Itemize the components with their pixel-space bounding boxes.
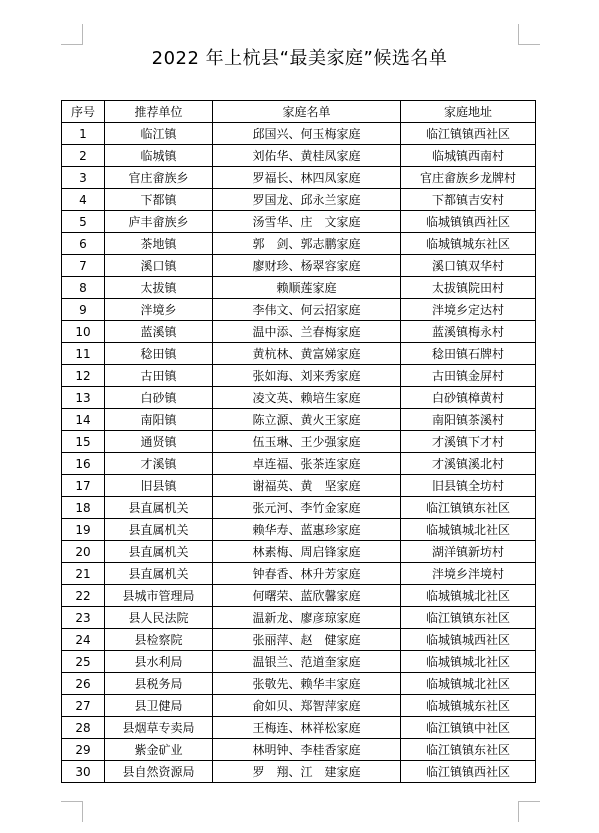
recommending-unit-cell: 县自然资源局 xyxy=(105,761,213,783)
family-names-cell: 邱国兴、何玉梅家庭 xyxy=(213,123,401,145)
family-names-cell: 卓连福、张茶连家庭 xyxy=(213,453,401,475)
crop-mark-bottom-right-vertical xyxy=(518,801,519,822)
table-row xyxy=(62,145,536,167)
serial-number-cell: 8 xyxy=(62,277,105,299)
recommending-unit-cell: 稔田镇 xyxy=(105,343,213,365)
crop-mark-bottom-right-horizontal xyxy=(518,801,540,802)
recommending-unit-cell: 白砂镇 xyxy=(105,387,213,409)
serial-number-cell: 23 xyxy=(62,607,105,629)
table-row xyxy=(62,673,536,695)
family-address-cell: 临城镇城西社区 xyxy=(401,629,536,651)
family-address-cell: 泮境乡泮境村 xyxy=(401,563,536,585)
family-address-cell: 临江镇镇西社区 xyxy=(401,123,536,145)
recommending-unit-cell: 蓝溪镇 xyxy=(105,321,213,343)
table-row xyxy=(62,651,536,673)
family-names-cell: 黄杭林、黄富娣家庭 xyxy=(213,343,401,365)
serial-number-cell: 5 xyxy=(62,211,105,233)
family-address-cell: 泮境乡定达村 xyxy=(401,299,536,321)
family-address-cell: 稔田镇石牌村 xyxy=(401,343,536,365)
family-address-cell: 临江镇镇东社区 xyxy=(401,739,536,761)
table-row xyxy=(62,453,536,475)
family-address-cell: 才溪镇溪北村 xyxy=(401,453,536,475)
serial-number-cell: 17 xyxy=(62,475,105,497)
family-names-cell: 陈立源、黄火王家庭 xyxy=(213,409,401,431)
recommending-unit-cell: 才溪镇 xyxy=(105,453,213,475)
family-address-cell: 太拔镇院田村 xyxy=(401,277,536,299)
recommending-unit-cell: 县直属机关 xyxy=(105,519,213,541)
family-address-cell: 白砂镇樟黄村 xyxy=(401,387,536,409)
family-names-cell: 温中添、兰春梅家庭 xyxy=(213,321,401,343)
recommending-unit-cell: 县卫健局 xyxy=(105,695,213,717)
recommending-unit-cell: 县检察院 xyxy=(105,629,213,651)
table-row xyxy=(62,189,536,211)
family-names-cell: 温银兰、范道奎家庭 xyxy=(213,651,401,673)
table-row xyxy=(62,343,536,365)
table-row xyxy=(62,299,536,321)
family-names-cell: 林素梅、周启锋家庭 xyxy=(213,541,401,563)
crop-mark-bottom-left-vertical xyxy=(82,801,83,822)
table-row xyxy=(62,695,536,717)
family-names-cell: 张敬先、赖华丰家庭 xyxy=(213,673,401,695)
recommending-unit-cell: 泮境乡 xyxy=(105,299,213,321)
family-address-cell: 下都镇吉安村 xyxy=(401,189,536,211)
table-row xyxy=(62,277,536,299)
family-address-cell: 溪口镇双华村 xyxy=(401,255,536,277)
family-address-cell: 临江镇镇东社区 xyxy=(401,607,536,629)
table-row xyxy=(62,409,536,431)
header-family-address: 家庭地址 xyxy=(401,101,536,123)
recommending-unit-cell: 古田镇 xyxy=(105,365,213,387)
recommending-unit-cell: 县烟草专卖局 xyxy=(105,717,213,739)
recommending-unit-cell: 县城市管理局 xyxy=(105,585,213,607)
family-names-cell: 赖华寿、蓝惠珍家庭 xyxy=(213,519,401,541)
header-recommending-unit: 推荐单位 xyxy=(105,101,213,123)
family-address-cell: 蓝溪镇梅永村 xyxy=(401,321,536,343)
family-address-cell: 古田镇金屏村 xyxy=(401,365,536,387)
serial-number-cell: 30 xyxy=(62,761,105,783)
family-names-cell: 钟春香、林升芳家庭 xyxy=(213,563,401,585)
table-row xyxy=(62,431,536,453)
serial-number-cell: 26 xyxy=(62,673,105,695)
family-address-cell: 临城镇城北社区 xyxy=(401,519,536,541)
table-row xyxy=(62,321,536,343)
recommending-unit-cell: 县直属机关 xyxy=(105,541,213,563)
recommending-unit-cell: 南阳镇 xyxy=(105,409,213,431)
recommending-unit-cell: 下都镇 xyxy=(105,189,213,211)
family-names-cell: 张如海、刘来秀家庭 xyxy=(213,365,401,387)
serial-number-cell: 25 xyxy=(62,651,105,673)
serial-number-cell: 12 xyxy=(62,365,105,387)
recommending-unit-cell: 通贤镇 xyxy=(105,431,213,453)
table-row xyxy=(62,629,536,651)
serial-number-cell: 10 xyxy=(62,321,105,343)
serial-number-cell: 6 xyxy=(62,233,105,255)
recommending-unit-cell: 茶地镇 xyxy=(105,233,213,255)
family-names-cell: 何曙荣、蓝欣馨家庭 xyxy=(213,585,401,607)
family-address-cell: 临城镇城北社区 xyxy=(401,585,536,607)
family-address-cell: 才溪镇下才村 xyxy=(401,431,536,453)
family-address-cell: 南阳镇茶溪村 xyxy=(401,409,536,431)
serial-number-cell: 11 xyxy=(62,343,105,365)
family-address-cell: 临江镇镇东社区 xyxy=(401,497,536,519)
header-serial-number: 序号 xyxy=(62,101,105,123)
family-names-cell: 凌文英、赖培生家庭 xyxy=(213,387,401,409)
family-names-cell: 王梅连、林祥松家庭 xyxy=(213,717,401,739)
family-names-cell: 罗福长、林四凤家庭 xyxy=(213,167,401,189)
crop-mark-top-left-vertical xyxy=(82,24,83,45)
recommending-unit-cell: 旧县镇 xyxy=(105,475,213,497)
serial-number-cell: 21 xyxy=(62,563,105,585)
family-address-cell: 临城镇城北社区 xyxy=(401,673,536,695)
table-row xyxy=(62,475,536,497)
serial-number-cell: 14 xyxy=(62,409,105,431)
family-address-cell: 湖洋镇新坊村 xyxy=(401,541,536,563)
table-row xyxy=(62,607,536,629)
serial-number-cell: 16 xyxy=(62,453,105,475)
recommending-unit-cell: 县直属机关 xyxy=(105,563,213,585)
serial-number-cell: 15 xyxy=(62,431,105,453)
family-names-cell: 赖顺莲家庭 xyxy=(213,277,401,299)
serial-number-cell: 3 xyxy=(62,167,105,189)
family-names-cell: 温新龙、廖彦琼家庭 xyxy=(213,607,401,629)
family-names-cell: 汤雪华、庄 文家庭 xyxy=(213,211,401,233)
recommending-unit-cell: 临江镇 xyxy=(105,123,213,145)
family-names-cell: 罗国龙、邱永兰家庭 xyxy=(213,189,401,211)
table-row xyxy=(62,365,536,387)
family-names-cell: 谢福英、黄 坚家庭 xyxy=(213,475,401,497)
serial-number-cell: 9 xyxy=(62,299,105,321)
serial-number-cell: 27 xyxy=(62,695,105,717)
recommending-unit-cell: 官庄畲族乡 xyxy=(105,167,213,189)
family-address-cell: 临城镇城东社区 xyxy=(401,695,536,717)
recommending-unit-cell: 县水利局 xyxy=(105,651,213,673)
recommending-unit-cell: 县税务局 xyxy=(105,673,213,695)
serial-number-cell: 28 xyxy=(62,717,105,739)
family-names-cell: 李伟文、何云招家庭 xyxy=(213,299,401,321)
recommending-unit-cell: 县人民法院 xyxy=(105,607,213,629)
serial-number-cell: 19 xyxy=(62,519,105,541)
recommending-unit-cell: 紫金矿业 xyxy=(105,739,213,761)
serial-number-cell: 29 xyxy=(62,739,105,761)
family-address-cell: 临城镇城北社区 xyxy=(401,651,536,673)
family-names-cell: 郭 剑、郭志鹏家庭 xyxy=(213,233,401,255)
family-address-cell: 临江镇镇西社区 xyxy=(401,761,536,783)
family-address-cell: 临城镇西南村 xyxy=(401,145,536,167)
family-names-cell: 张元河、李竹金家庭 xyxy=(213,497,401,519)
table-row xyxy=(62,255,536,277)
crop-mark-top-right-vertical xyxy=(518,24,519,45)
family-names-cell: 廖财珍、杨翠容家庭 xyxy=(213,255,401,277)
family-names-cell: 张丽萍、赵 健家庭 xyxy=(213,629,401,651)
table-row xyxy=(62,761,536,783)
table-body xyxy=(62,123,536,783)
table-row xyxy=(62,563,536,585)
table-row xyxy=(62,211,536,233)
table-row xyxy=(62,519,536,541)
crop-mark-bottom-left-horizontal xyxy=(61,801,83,802)
serial-number-cell: 1 xyxy=(62,123,105,145)
table-row xyxy=(62,717,536,739)
header-family-names: 家庭名单 xyxy=(213,101,401,123)
recommending-unit-cell: 县直属机关 xyxy=(105,497,213,519)
family-names-cell: 罗 翔、江 建家庭 xyxy=(213,761,401,783)
family-address-cell: 临江镇镇中社区 xyxy=(401,717,536,739)
document-title: 2022 年上杭县“最美家庭”候选名单 xyxy=(151,48,448,69)
table-row xyxy=(62,123,536,145)
table-row xyxy=(62,497,536,519)
serial-number-cell: 22 xyxy=(62,585,105,607)
family-names-cell: 林明钟、李桂香家庭 xyxy=(213,739,401,761)
serial-number-cell: 4 xyxy=(62,189,105,211)
recommending-unit-cell: 溪口镇 xyxy=(105,255,213,277)
family-address-cell: 旧县镇全坊村 xyxy=(401,475,536,497)
table-row xyxy=(62,387,536,409)
table-row xyxy=(62,167,536,189)
candidate-table xyxy=(61,100,536,783)
serial-number-cell: 24 xyxy=(62,629,105,651)
table-header-row xyxy=(62,101,536,123)
family-address-cell: 官庄畲族乡龙牌村 xyxy=(401,167,536,189)
table-row xyxy=(62,233,536,255)
serial-number-cell: 2 xyxy=(62,145,105,167)
family-address-cell: 临城镇镇西社区 xyxy=(401,211,536,233)
family-address-cell: 临城镇城东社区 xyxy=(401,233,536,255)
serial-number-cell: 18 xyxy=(62,497,105,519)
serial-number-cell: 7 xyxy=(62,255,105,277)
table-row xyxy=(62,585,536,607)
table-row xyxy=(62,541,536,563)
serial-number-cell: 20 xyxy=(62,541,105,563)
table-row xyxy=(62,739,536,761)
family-names-cell: 刘佑华、黄桂凤家庭 xyxy=(213,145,401,167)
family-names-cell: 伍玉琳、王少强家庭 xyxy=(213,431,401,453)
recommending-unit-cell: 太拔镇 xyxy=(105,277,213,299)
family-names-cell: 俞如贝、郑智萍家庭 xyxy=(213,695,401,717)
recommending-unit-cell: 庐丰畲族乡 xyxy=(105,211,213,233)
serial-number-cell: 13 xyxy=(62,387,105,409)
recommending-unit-cell: 临城镇 xyxy=(105,145,213,167)
